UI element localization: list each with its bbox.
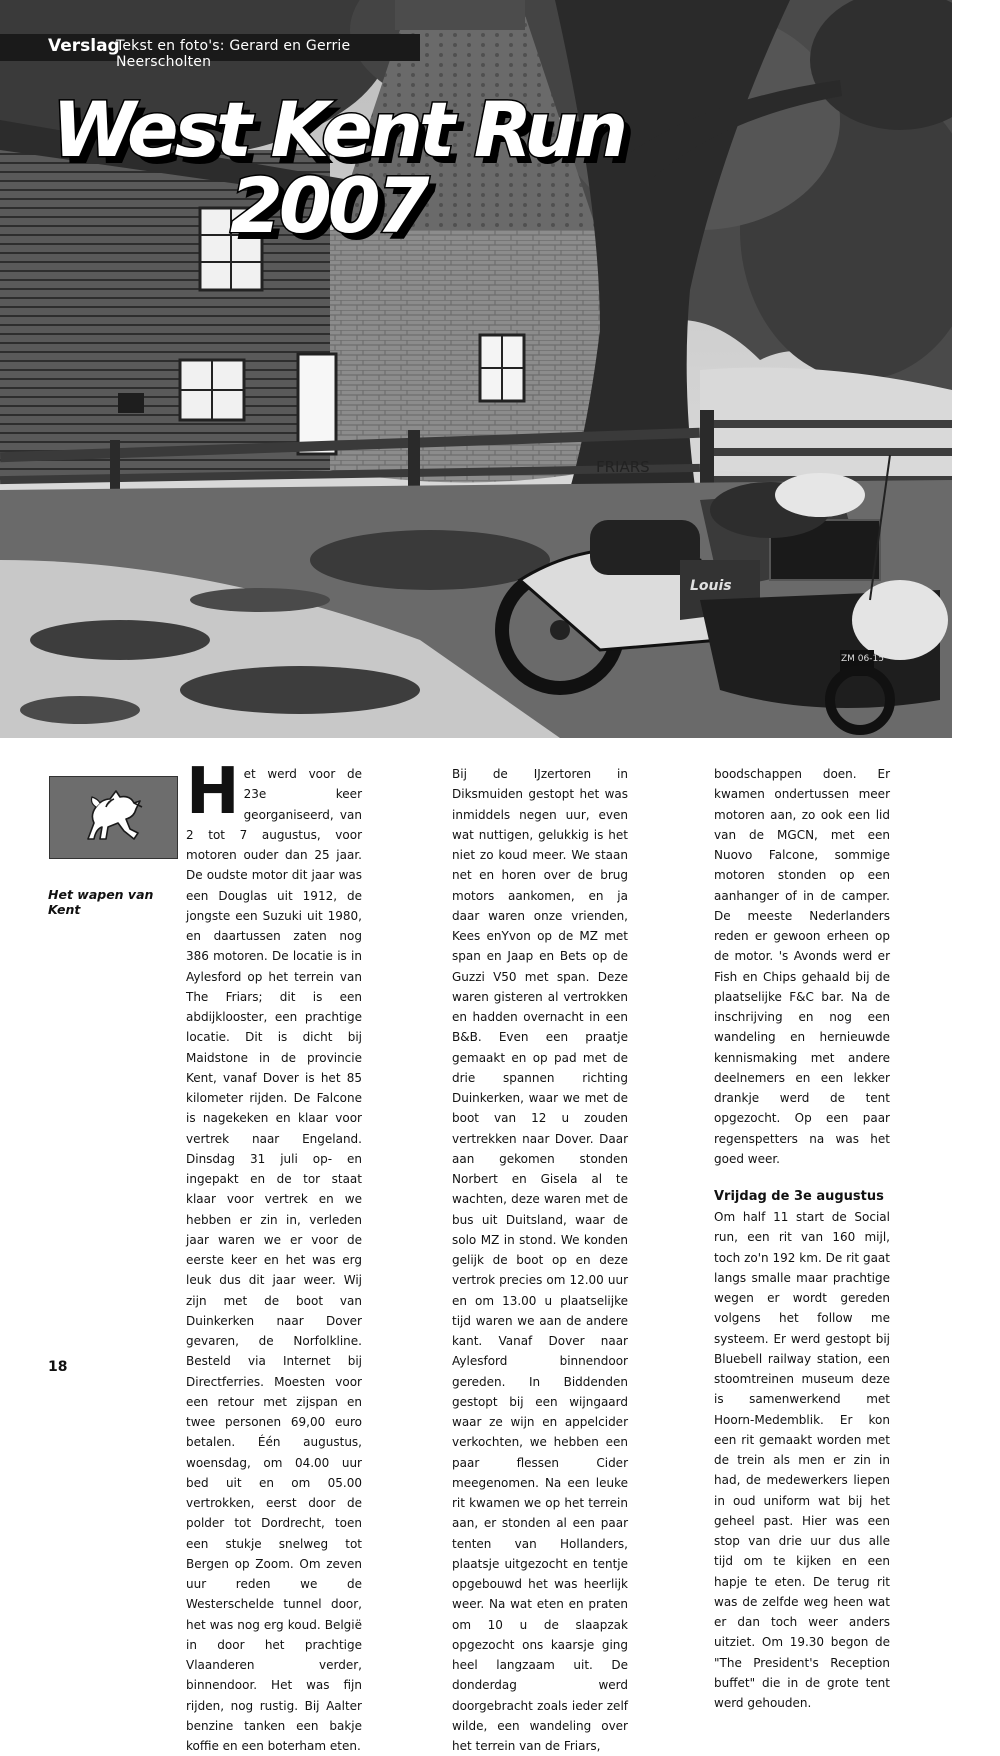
article-body: boodschappen doen. Er kwamen ondertussen meer motoren aan, zo ook een lid van de MGCN, met een Nuovo Falcone, sommige motoren stonden op een aanhanger of in de camper. De meeste Nederlanders reden er gewoon erheen op de motor. 's Avonds werd er Fish en Chips gehaald bij de plaatselijke F&C bar. Na de inschrijving en nog een wandeling en hernieuwde kennismaking met andere deelnemers en een lekker drankje werd de tent opgezocht. Op een paar regenspetters na was het goed weer. [714, 767, 890, 1166]
coat-caption: Het wapen van Kent [48, 887, 154, 917]
bag-label: Louis [690, 578, 732, 594]
article-body: Om half 11 start de Social run, een rit van 160 mijl, toch zo'n 192 km. De rit gaat langs smalle maar prachtige wegen er wordt gereden volgens het follow me systeem. Er werd gestopt bij Bluebell railway station, een stoomtreinen museum deze is samenwerkend met Hoorn-Medemblik. Er kon een rit gemaakt worden met de trein als men er zin in had, de medewerkers liepen in oud uniform wat bij het geheel past. Hier was een stop van drie uur dus alle tijd om te kijken en een hapje te eten. De terug rit was de zelfde weg heen wat er dan toch weer anders uitziet. Om 19.30 begon de "The President's Reception buffet" die in de grote tent werd gehouden. [714, 1210, 890, 1710]
drop-cap: H [186, 755, 240, 829]
white-horse-icon [50, 777, 177, 858]
hero-photo [0, 0, 952, 738]
article-column-1 [186, 755, 362, 1756]
license-plate: ZM 06-15 [841, 654, 884, 664]
article-body: Bij de IJzertoren in Diksmuiden gestopt het was inmiddels negen uur, even wat nuttigen, gelukkig is het niet zo koud meer. We staan net en horen over de brug motors aankomen, en ja daar waren onze vrienden, Kees enYvon op de MZ met span en Jaap en Bets op de Guzzi V50 met span. Deze waren gisteren al vertrokken en hadden overnacht in een B&B. Even een praatje gemaakt en op pad met de drie spannen richting Duinkerken, waar we met de boot van 12 u zouden vertrekken naar Dover. Daar aan gekomen stonden Norbert en Gisela al te wachten, deze waren met de bus uit Duitsland, waar de solo MZ in stond. We konden gelijk de boot op en deze vertrok precies om 12.00 uur en om 13.00 u plaatselijke tijd waren we aan de andere kant. Vanaf Dover naar Aylesford binnendoor gereden. In Biddenden gestopt bij een wijngaard waar ze wijn en appelcider verkochten, we hebben een paar flessen Cider meegenomen. Na een leuke rit kwamen we op het terrein aan, er stonden al een paar tenten van Hollanders, plaatsje uitgezocht en tentje opgebouwd het was heerlijk weer. Na wat eten en praten om 10 u de slaapzak opgezocht ons kaarsje ging heel langzaam uit. De donderdag werd doorgebracht zoals ieder zelf wilde, een wandeling over het terrein van de Friars, [452, 767, 628, 1753]
section-subheading: Vrijdag de 3e augustus [714, 1189, 884, 1204]
article-title: West Kent Run [52, 85, 625, 174]
section-kicker: Verslag [48, 36, 120, 56]
article-title-year: 2007 [230, 161, 426, 250]
kent-coat-of-arms [49, 776, 178, 859]
page-number: 18 [48, 1359, 68, 1375]
author-credit: Tekst en foto's: Gerard en Gerrie Neerscholten [116, 38, 351, 70]
section-header-bar [0, 34, 420, 70]
gate-sign: FRIARS [596, 458, 650, 476]
article-column-2 [452, 764, 628, 1756]
article-intro: et werd voor de 23e keer georganiseerd, van 2 tot 7 augustus, voor motoren ouder dan 25 jaar. De oudste motor dit jaar was een Douglas uit 1912, de jongste een Suzuki uit 1980, en daartussen zaten nog 386 motoren. De locatie is in Aylesford op het terrein van The Friars; dit is een abdijklooster, een prachtige locatie. Dit is dicht bij Maidstone in de provincie Kent, vanaf Dover is het 85 kilometer rijden. De Falcone is nagekeken en klaar voor vertrek naar Engeland. Dinsdag 31 juli op- en ingepakt en de tor staat klaar voor vertrek en we hebben er zin in, verleden jaar waren we er voor de eerste keer en het was erg leuk dus dit jaar weer. Wij zijn met de boot van Duinkerken naar Dover gevaren, de Norfolkline. Besteld via Internet bij Directferries. Moesten voor een retour met zijspan en twee personen 69,00 euro betalen. Één augustus, woensdag, om 04.00 uur bed uit en om 05.00 vertrokken, eerst door de polder tot Dordrecht, toen een stukje snelweg tot Bergen op Zoom. Om zeven uur reden we de Westerschelde tunnel door, het was nog erg koud. België in door het prachtige Vlaanderen verder, binnendoor. Het was fijn rijden, nog rustig. Bij Aalter benzine tanken een bakje koffie en een boterham eten. [186, 767, 362, 1753]
article-column-3 [714, 764, 890, 1713]
